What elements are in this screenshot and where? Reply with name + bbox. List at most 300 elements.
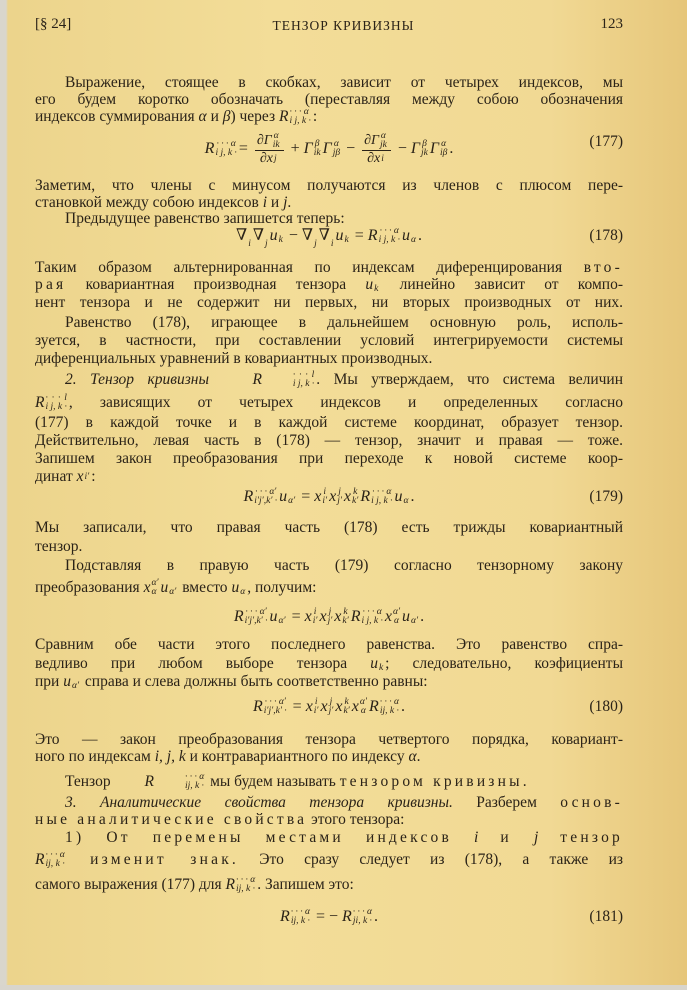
math-indices xyxy=(380,698,399,716)
math-base: u xyxy=(269,227,278,244)
math-superscript: · · · α xyxy=(379,226,399,236)
math-subscript: α xyxy=(151,587,157,597)
math-base: u xyxy=(365,276,374,293)
math-base: R xyxy=(144,773,154,790)
text-run: Разберем xyxy=(452,794,561,811)
math-symbol xyxy=(222,371,316,389)
math-subscript: ij, k · xyxy=(184,781,204,791)
math-base: ∂x xyxy=(259,151,273,166)
math-indices xyxy=(45,851,64,869)
text-run: Предыдущее равенство запишется теперь: xyxy=(65,210,345,227)
equation xyxy=(35,607,623,627)
text-run: его будем коротко обозначать (переставляя между собою обозначения xyxy=(35,91,623,108)
text-run: = xyxy=(288,698,306,715)
math-subscript: k′ xyxy=(342,616,349,626)
math-superscript: · · · α′ xyxy=(245,607,267,617)
text-run: : xyxy=(312,108,318,125)
math-subscript: ij, k · xyxy=(379,706,399,716)
math-subscript: α xyxy=(393,616,399,626)
math-symbol xyxy=(411,139,430,159)
math-superscript: α xyxy=(333,139,339,150)
text-line xyxy=(35,350,623,368)
math-symbol xyxy=(35,394,69,412)
math-superscript: i′ xyxy=(84,471,90,482)
math-superscript: · · · α xyxy=(236,875,256,885)
text-line xyxy=(35,91,623,109)
math-base: x xyxy=(320,698,328,715)
math-indices xyxy=(381,155,384,164)
text-run: динат xyxy=(35,468,77,485)
math-indices xyxy=(361,608,382,626)
text-line xyxy=(35,371,623,389)
math-subscript: α′ xyxy=(278,616,286,626)
math-indices xyxy=(254,488,277,506)
text-line xyxy=(35,655,623,673)
math-subscript: α′ xyxy=(288,496,296,506)
math-superscript: · · · α xyxy=(372,487,392,497)
math-base: R xyxy=(279,108,289,125)
math-indices xyxy=(403,488,408,506)
math-indices xyxy=(45,394,66,412)
text-run: Запишем закон преобразования при переходе к новой системе коор- xyxy=(35,450,623,467)
math-superscript: · · · α xyxy=(362,607,382,617)
math-base: x xyxy=(351,698,359,715)
math-superscript: α xyxy=(380,131,386,141)
math-subscript: i xyxy=(248,239,251,249)
math-subscript: jβ xyxy=(332,148,341,159)
math-symbol xyxy=(231,579,247,597)
math-base: R xyxy=(252,371,262,388)
math-symbol xyxy=(279,108,313,126)
text-run: ) через xyxy=(230,108,279,125)
math-base: Γ xyxy=(322,140,332,158)
math-base: R xyxy=(35,394,45,411)
math-indices xyxy=(331,231,334,249)
equation xyxy=(35,697,623,717)
math-symbol xyxy=(385,607,402,627)
math-base: u xyxy=(401,227,410,244)
math-indices xyxy=(273,132,280,150)
math-subscript: i′j′,k′ · xyxy=(244,616,268,626)
math-base: u xyxy=(231,579,240,596)
math-subscript: j xyxy=(314,239,317,249)
math-subscript: i j, k · xyxy=(289,116,311,126)
math-superscript: j xyxy=(273,153,277,164)
spaced-emphasis: рая xyxy=(35,276,67,293)
text-run: этого тензора: xyxy=(307,811,405,828)
math-superscript: · · · α xyxy=(379,697,399,707)
math-base: x xyxy=(335,698,343,715)
math-base: x xyxy=(329,488,337,505)
math-symbol xyxy=(319,607,334,627)
text-run: ного по индексам xyxy=(35,748,155,765)
text-run: Равенство (178), играющее в дальнейшем основную роль, исполь- xyxy=(65,314,623,331)
math-symbol xyxy=(344,487,360,507)
math-indices xyxy=(274,155,277,164)
math-superscript: i xyxy=(323,487,327,497)
math-indices xyxy=(380,132,387,150)
math-indices xyxy=(263,371,314,389)
text-line xyxy=(35,414,623,432)
math-superscript: α′ xyxy=(151,578,159,588)
text-run: . Запишем это: xyxy=(257,876,354,893)
equation-number: (181) xyxy=(589,908,623,925)
spaced-emphasis: основ- xyxy=(560,794,624,811)
math-indices xyxy=(245,608,268,626)
italic-text: j xyxy=(283,194,288,211)
text-run: − xyxy=(342,140,360,158)
text-run: + xyxy=(286,140,304,158)
numerator xyxy=(362,132,391,151)
math-indices xyxy=(265,231,268,249)
math-symbol xyxy=(205,139,239,159)
text-run: = xyxy=(297,488,315,505)
math-symbol xyxy=(234,607,270,627)
text-line xyxy=(35,579,623,597)
text-line xyxy=(35,468,623,486)
math-symbol xyxy=(430,139,449,159)
math-base: R xyxy=(367,227,378,244)
math-base: Γ xyxy=(410,140,420,158)
text-run: преобразования xyxy=(35,579,144,596)
spaced-emphasis: изменит знак. xyxy=(66,851,239,868)
math-symbol xyxy=(352,697,369,717)
scan-edge xyxy=(0,985,687,990)
text-line xyxy=(35,851,623,869)
text-run: и xyxy=(206,108,223,125)
fraction xyxy=(362,132,391,167)
math-symbol xyxy=(77,468,92,486)
text-run: , получим: xyxy=(247,579,317,596)
math-superscript: i xyxy=(313,607,317,617)
math-subscript: α′ xyxy=(169,587,177,597)
text-run: нент тензора и не содержит ни первых, ни вторых производных от них. xyxy=(35,294,623,311)
text-run: . xyxy=(420,608,425,625)
math-indices xyxy=(371,488,392,506)
spaced-emphasis: тензор xyxy=(538,829,623,846)
math-symbol xyxy=(342,907,374,927)
text-run: ковариантная производная тензора xyxy=(66,276,366,293)
text-run: Тензор xyxy=(65,773,115,790)
text-line xyxy=(35,74,623,92)
math-subscript: α xyxy=(240,587,246,597)
equation-number: (177) xyxy=(589,133,623,150)
math-subscript: α xyxy=(360,706,366,716)
math-base: R xyxy=(243,488,254,505)
math-superscript: · · · α xyxy=(216,139,236,150)
section-number: [§ 24] xyxy=(35,16,72,32)
math-base: R xyxy=(342,908,352,925)
italic-text: 2. Тензор кривизны xyxy=(65,371,223,388)
math-base: u xyxy=(402,608,411,625)
equation xyxy=(35,226,623,249)
math-subscript: i j, k · xyxy=(361,616,383,626)
text-line xyxy=(35,314,623,332)
math-subscript: j xyxy=(265,239,268,249)
math-base: x xyxy=(143,579,151,596)
text-run: . xyxy=(410,488,415,505)
math-subscript: j′ xyxy=(327,616,333,626)
math-base: R xyxy=(279,908,290,925)
math-base: Γ xyxy=(429,140,439,158)
math-superscript: · · · l xyxy=(45,393,67,403)
text-run: Это — закон преобразования тензора четвертого порядка, ковариант- xyxy=(35,731,623,748)
text-line xyxy=(35,731,623,749)
math-indices xyxy=(236,876,255,894)
math-symbol xyxy=(402,607,420,627)
math-superscript: · · · l xyxy=(292,370,315,380)
math-base: R xyxy=(35,851,45,868)
math-symbol xyxy=(279,487,297,507)
math-subscript: ik xyxy=(272,140,280,150)
math-symbol xyxy=(368,226,402,246)
math-subscript: i j, k · xyxy=(45,402,67,412)
text-run: диференциальных уравнений в ковариантных производных. xyxy=(35,350,433,367)
math-base: u xyxy=(279,488,288,505)
text-run: ∇ xyxy=(318,227,330,244)
text-run: = xyxy=(350,227,368,244)
italic-text: i xyxy=(262,194,268,211)
text-run: Заметим, что члены с минусом получаются из членов с плюсом пере- xyxy=(35,177,623,194)
math-base: x xyxy=(319,608,327,625)
math-symbol xyxy=(35,851,67,869)
math-base: u xyxy=(370,655,378,672)
math-subscript: i j, k · xyxy=(371,496,393,506)
math-subscript: k′ xyxy=(343,706,350,716)
math-subscript: ij, k · xyxy=(45,859,65,869)
math-base: u xyxy=(269,608,278,625)
text-run: . xyxy=(522,773,527,790)
math-subscript: ji, k · xyxy=(352,916,372,926)
text-line xyxy=(35,538,623,556)
math-base: R xyxy=(350,608,361,625)
fraction xyxy=(255,132,284,167)
italic-text: β xyxy=(222,108,231,125)
math-symbol xyxy=(321,697,336,717)
math-subscript: i j, k · xyxy=(378,235,400,245)
math-subscript: α xyxy=(403,496,409,506)
math-indices xyxy=(337,488,342,506)
text-run: = xyxy=(287,608,305,625)
text-line xyxy=(35,811,623,829)
math-symbol xyxy=(369,697,401,717)
spaced-emphasis: и xyxy=(478,829,534,846)
math-base: x xyxy=(343,488,352,505)
text-run: вместо xyxy=(178,579,232,596)
math-indices xyxy=(322,488,327,506)
text-run: (177) в каждой точке и в каждой системе координат, образует тензор. xyxy=(35,414,623,431)
math-symbol xyxy=(63,673,81,691)
math-superscript: · · · α xyxy=(352,907,373,917)
italic-text: j xyxy=(533,829,539,846)
math-symbol xyxy=(370,655,385,673)
text-line xyxy=(35,636,623,654)
text-run: самого выражения (177) для xyxy=(35,876,226,893)
math-symbol xyxy=(394,487,410,507)
math-subscript: i′j′,k′ · xyxy=(254,496,278,506)
text-run: . xyxy=(449,140,454,158)
equation-number: (178) xyxy=(589,227,623,244)
math-base: Γ xyxy=(303,140,313,158)
math-subscript: ij, k · xyxy=(290,916,310,926)
math-symbol xyxy=(244,487,280,507)
math-superscript: α′ xyxy=(392,607,401,617)
text-line xyxy=(35,294,623,312)
text-run: = xyxy=(238,140,252,158)
math-indices xyxy=(215,140,236,158)
spaced-emphasis: тензором кривизны xyxy=(339,773,523,790)
spaced-emphasis: вто- xyxy=(583,259,623,276)
math-indices xyxy=(342,608,348,626)
text-run: Это сразу следует из (178), а также из xyxy=(239,851,623,868)
text-run: Выражение, стоящее в скобках, зависит от четырех индексов, мы xyxy=(65,74,623,91)
math-subscript: i′j′,k′ · xyxy=(263,706,287,716)
math-symbol xyxy=(336,226,351,246)
denominator xyxy=(367,151,386,167)
text-run: при xyxy=(35,673,64,690)
text-line xyxy=(35,876,623,894)
math-base: x xyxy=(314,488,322,505)
math-symbol xyxy=(253,697,289,717)
math-subscript: α′ xyxy=(71,681,80,691)
math-base: R xyxy=(233,608,244,625)
math-symbol xyxy=(365,276,380,294)
math-symbol xyxy=(260,151,279,167)
text-run: справа и слева должны быть соответственно равны: xyxy=(81,673,428,690)
text-run: . Мы утверждаем, что система величин xyxy=(316,371,623,388)
math-subscript: i j, k · xyxy=(292,379,315,389)
math-superscript: · · · α xyxy=(184,772,205,782)
math-indices xyxy=(333,140,340,158)
text-run: и xyxy=(267,194,284,211)
math-symbol xyxy=(270,226,285,246)
math-indices xyxy=(279,608,286,626)
math-symbol xyxy=(314,487,329,507)
math-superscript: j xyxy=(328,607,332,617)
text-line xyxy=(35,557,623,575)
math-superscript: α′ xyxy=(359,697,367,707)
text-run: ∇ xyxy=(252,227,265,244)
math-indices xyxy=(151,579,158,597)
math-subscript: jk xyxy=(380,140,387,150)
math-symbol xyxy=(334,607,350,627)
math-subscript: iβ xyxy=(439,148,448,159)
text-run: мы будем называть xyxy=(206,773,340,790)
math-superscript: k xyxy=(344,697,349,707)
running-title: ТЕНЗОР КРИВИЗНЫ xyxy=(272,18,415,33)
spaced-emphasis: ные аналитические свойства xyxy=(35,811,308,828)
math-indices xyxy=(379,655,383,673)
math-indices xyxy=(288,488,295,506)
math-base: ∂x xyxy=(367,151,381,166)
math-base: ∂Γ xyxy=(364,133,379,148)
math-indices xyxy=(411,608,418,626)
text-run: . xyxy=(374,908,379,925)
italic-text: 3. Аналитические свойства тензора кривизны. xyxy=(65,794,453,811)
text-run: − xyxy=(393,140,411,158)
math-base: ∂Γ xyxy=(256,133,272,148)
math-superscript: k xyxy=(353,487,358,497)
math-indices xyxy=(343,698,349,716)
math-subscript: i′ xyxy=(322,496,328,506)
italic-text: α xyxy=(198,108,207,125)
math-indices xyxy=(328,608,333,626)
math-subscript: k′ xyxy=(352,496,359,506)
math-base: x xyxy=(334,608,342,625)
math-indices xyxy=(379,227,400,245)
text-run: зуется, в частности, при составлении условий интегрируемости системы xyxy=(35,332,623,349)
math-base: x xyxy=(305,698,313,715)
math-indices xyxy=(374,276,378,294)
math-symbol xyxy=(304,139,323,159)
math-superscript: j xyxy=(338,487,341,497)
math-symbol xyxy=(360,487,394,507)
text-run: = − xyxy=(311,908,343,925)
math-indices xyxy=(85,473,90,482)
text-run: ∇ xyxy=(236,227,248,244)
text-line xyxy=(35,794,623,812)
math-symbol xyxy=(329,487,344,507)
equation xyxy=(35,487,623,507)
math-superscript: i xyxy=(314,697,318,707)
text-run: Действительно, левая часть в (178) — тензор, значит и правая — тоже. xyxy=(35,432,623,449)
math-subscript: i j, k · xyxy=(215,148,237,159)
text-run: . xyxy=(287,194,292,211)
math-indices xyxy=(314,140,321,158)
math-base: u xyxy=(63,673,71,690)
math-indices xyxy=(345,227,349,245)
math-base: x xyxy=(304,608,312,625)
equation-number: (179) xyxy=(589,488,623,505)
math-subscript: ij, k · xyxy=(236,884,255,894)
math-superscript: · · · α′ xyxy=(255,487,277,497)
text-line xyxy=(35,519,623,537)
math-base: R xyxy=(225,876,235,893)
math-base: R xyxy=(204,140,215,158)
math-symbol xyxy=(364,132,389,150)
text-run: индексов суммирования xyxy=(35,108,199,125)
text-run: ведливо при любом выборе тензора xyxy=(35,655,371,672)
text-run: тензор. xyxy=(35,538,83,555)
math-subscript: k xyxy=(374,284,379,294)
math-indices xyxy=(313,608,318,626)
math-subscript: jk xyxy=(421,148,428,159)
math-symbol xyxy=(270,607,288,627)
math-base: R xyxy=(360,488,371,505)
text-run: : xyxy=(91,468,96,485)
text-line xyxy=(35,748,623,766)
math-superscript: i xyxy=(381,153,384,164)
math-symbol xyxy=(351,607,385,627)
math-indices xyxy=(360,698,367,716)
math-symbol xyxy=(114,773,206,791)
math-base: u xyxy=(394,488,403,505)
math-indices xyxy=(264,698,287,716)
math-indices xyxy=(329,698,334,716)
page-number: 123 xyxy=(600,16,623,32)
math-subscript: k xyxy=(278,235,283,245)
italic-text: α xyxy=(408,748,417,765)
math-symbol xyxy=(305,607,320,627)
math-symbol xyxy=(280,907,312,927)
text-run: . xyxy=(417,227,422,244)
math-indices xyxy=(155,773,204,791)
text-line xyxy=(35,673,623,691)
text-line xyxy=(35,829,623,847)
math-symbol xyxy=(161,579,179,597)
math-base: R xyxy=(253,698,263,715)
math-subscript: i′ xyxy=(312,616,318,626)
